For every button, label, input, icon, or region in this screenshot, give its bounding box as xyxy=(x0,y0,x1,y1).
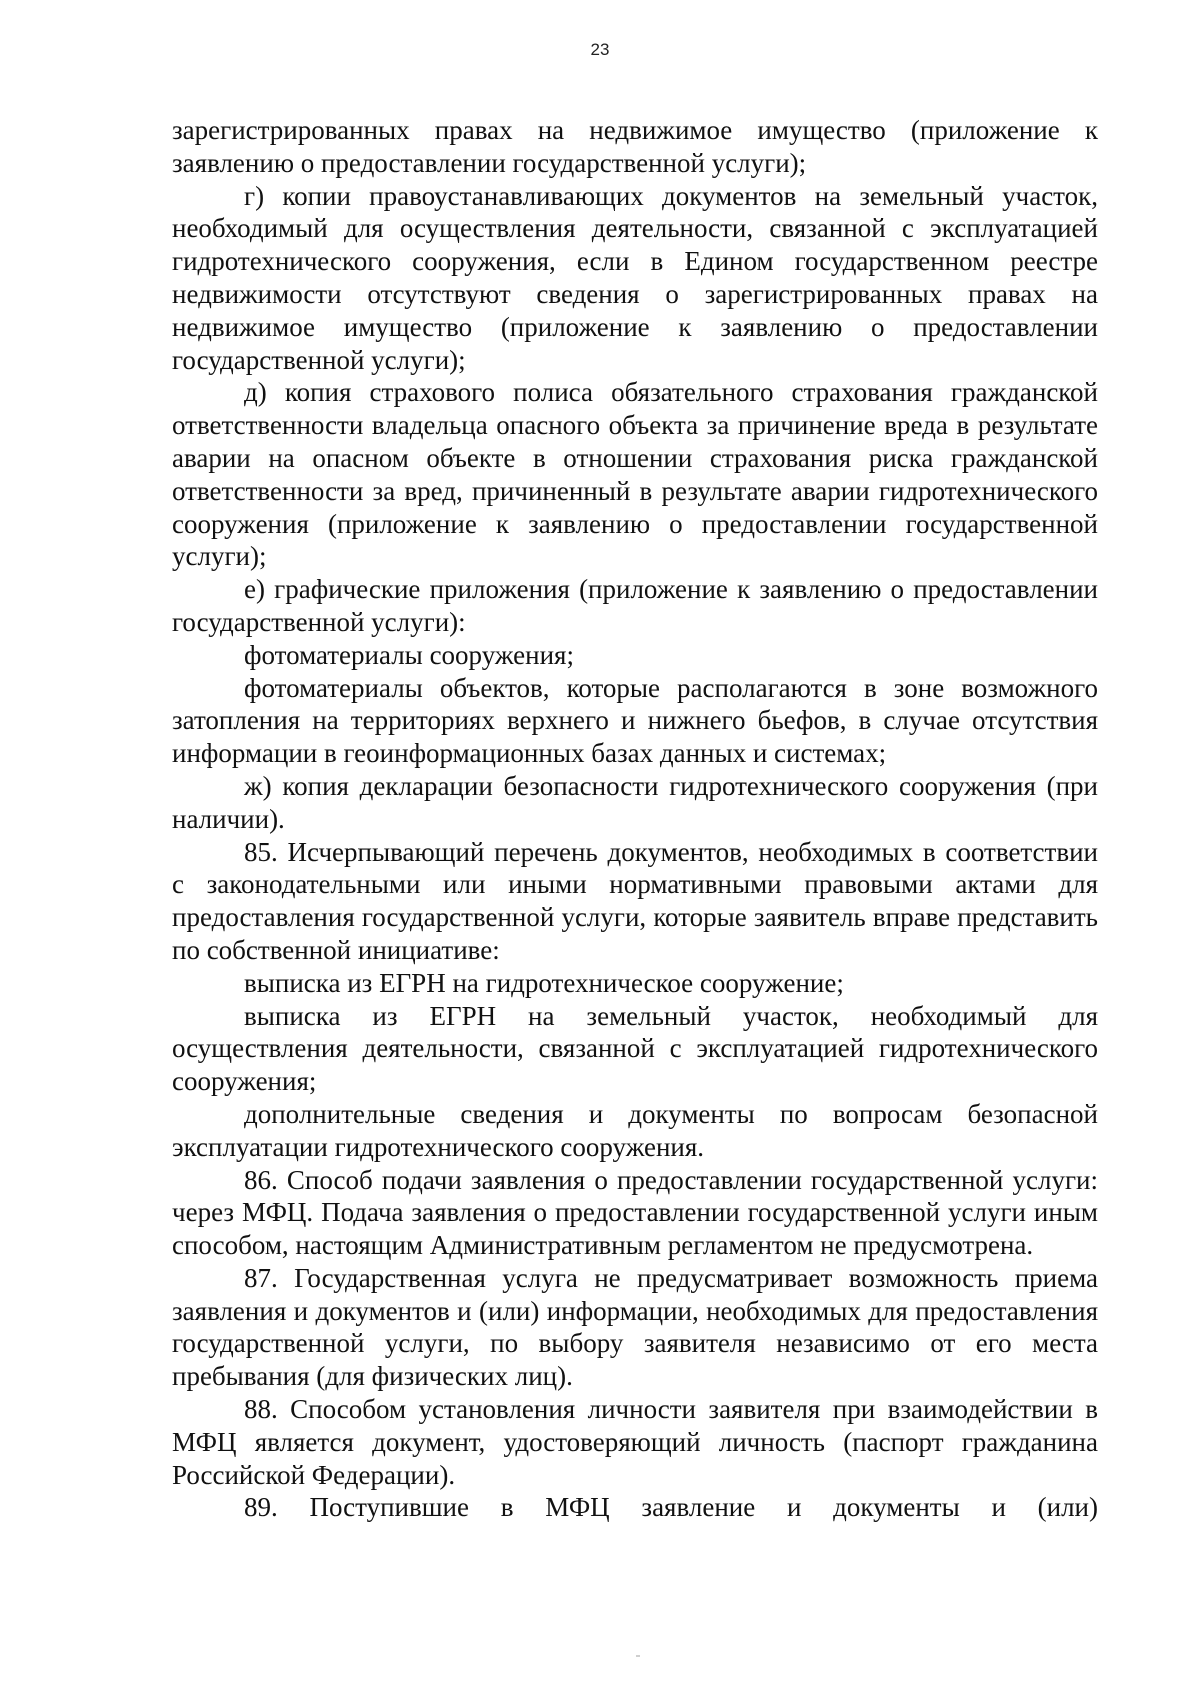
paragraph-additional-info: дополнительные сведения и документы по вопросам безопасной эксплуатации гидротехнического сооружения. xyxy=(172,1098,1098,1162)
paragraph-85: 85. Исчерпывающий перечень документов, необходимых в соответствии с законодательными или иными нормативными правовыми актами для предоставления государственной услуги, которые заявитель вправе представить по собственной инициативе: xyxy=(172,836,1098,965)
paragraph-photo-objects: фотоматериалы объектов, которые располагаются в зоне возможного затопления на территориях верхнего и нижнего бьефов, в случае отсутствия информации в геоинформационных базах данных и системах; xyxy=(172,672,1098,769)
paragraph-egrn-land: выписка из ЕГРН на земельный участок, необходимый для осуществления деятельности, связанной с эксплуатацией гидротехнического сооружения; xyxy=(172,1000,1098,1097)
page-number: 23 xyxy=(590,40,610,59)
paragraph-88: 88. Способом установления личности заявителя при взаимодействии в МФЦ является документ, удостоверяющий личность (паспорт гражданина Российской Федерации). xyxy=(172,1394,1098,1490)
paragraph-egrn-structure: выписка из ЕГРН на гидротехническое сооружение; xyxy=(244,967,844,998)
paragraph-87: 87. Государственная услуга не предусматривает возможность приема заявления и документов и (или) информации, необходимых для предоставления государственной услуги, по выбору заявителя независимо от его места пребывания (для физических лиц). xyxy=(172,1262,1098,1392)
paragraph-item-g: г) копии правоустанавливающих документов на земельный участок, необходимый для осуществления деятельности, связанной с эксплуатацией гидротехнического сооружения, если в Едином государственном реестре недвижимости отсутствуют сведения о зарегистрированных правах на недвижимое имущество (приложение к заявлению о предоставлении государственной услуги); xyxy=(172,180,1098,375)
paragraph-item-e: е) графические приложения (приложение к заявлению о предоставлении государственной услуги): xyxy=(172,574,1098,637)
paragraph-item-d: д) копия страхового полиса обязательного страхования гражданской ответственности владельца опасного объекта за причинение вреда в результате аварии на опасном объекте в отношении страхования риска гражданской ответственности за вред, причиненный в результате аварии гидротехнического сооружения (приложение к заявлению о предоставлении государственной услуги); xyxy=(172,377,1098,572)
paragraph-89: 89. Поступившие в МФЦ заявление и документы и (или) xyxy=(244,1492,1098,1523)
paragraph-86: 86. Способ подачи заявления о предоставлении государственной услуги: через МФЦ. Подача заявления о предоставлении государственной услуги иным способом, настоящим Административным регламентом не предусмотрена. xyxy=(172,1164,1098,1261)
paragraph-photo-structure: фотоматериалы сооружения; xyxy=(244,639,574,670)
paragraph-continuation: зарегистрированных правах на недвижимое имущество (приложение к заявлению о предоставлении государственной услуги); xyxy=(172,115,1098,178)
scan-speck xyxy=(636,1655,640,1657)
paragraph-item-zh: ж) копия декларации безопасности гидротехнического сооружения (при наличии). xyxy=(172,770,1098,834)
document-body xyxy=(172,114,1098,1524)
